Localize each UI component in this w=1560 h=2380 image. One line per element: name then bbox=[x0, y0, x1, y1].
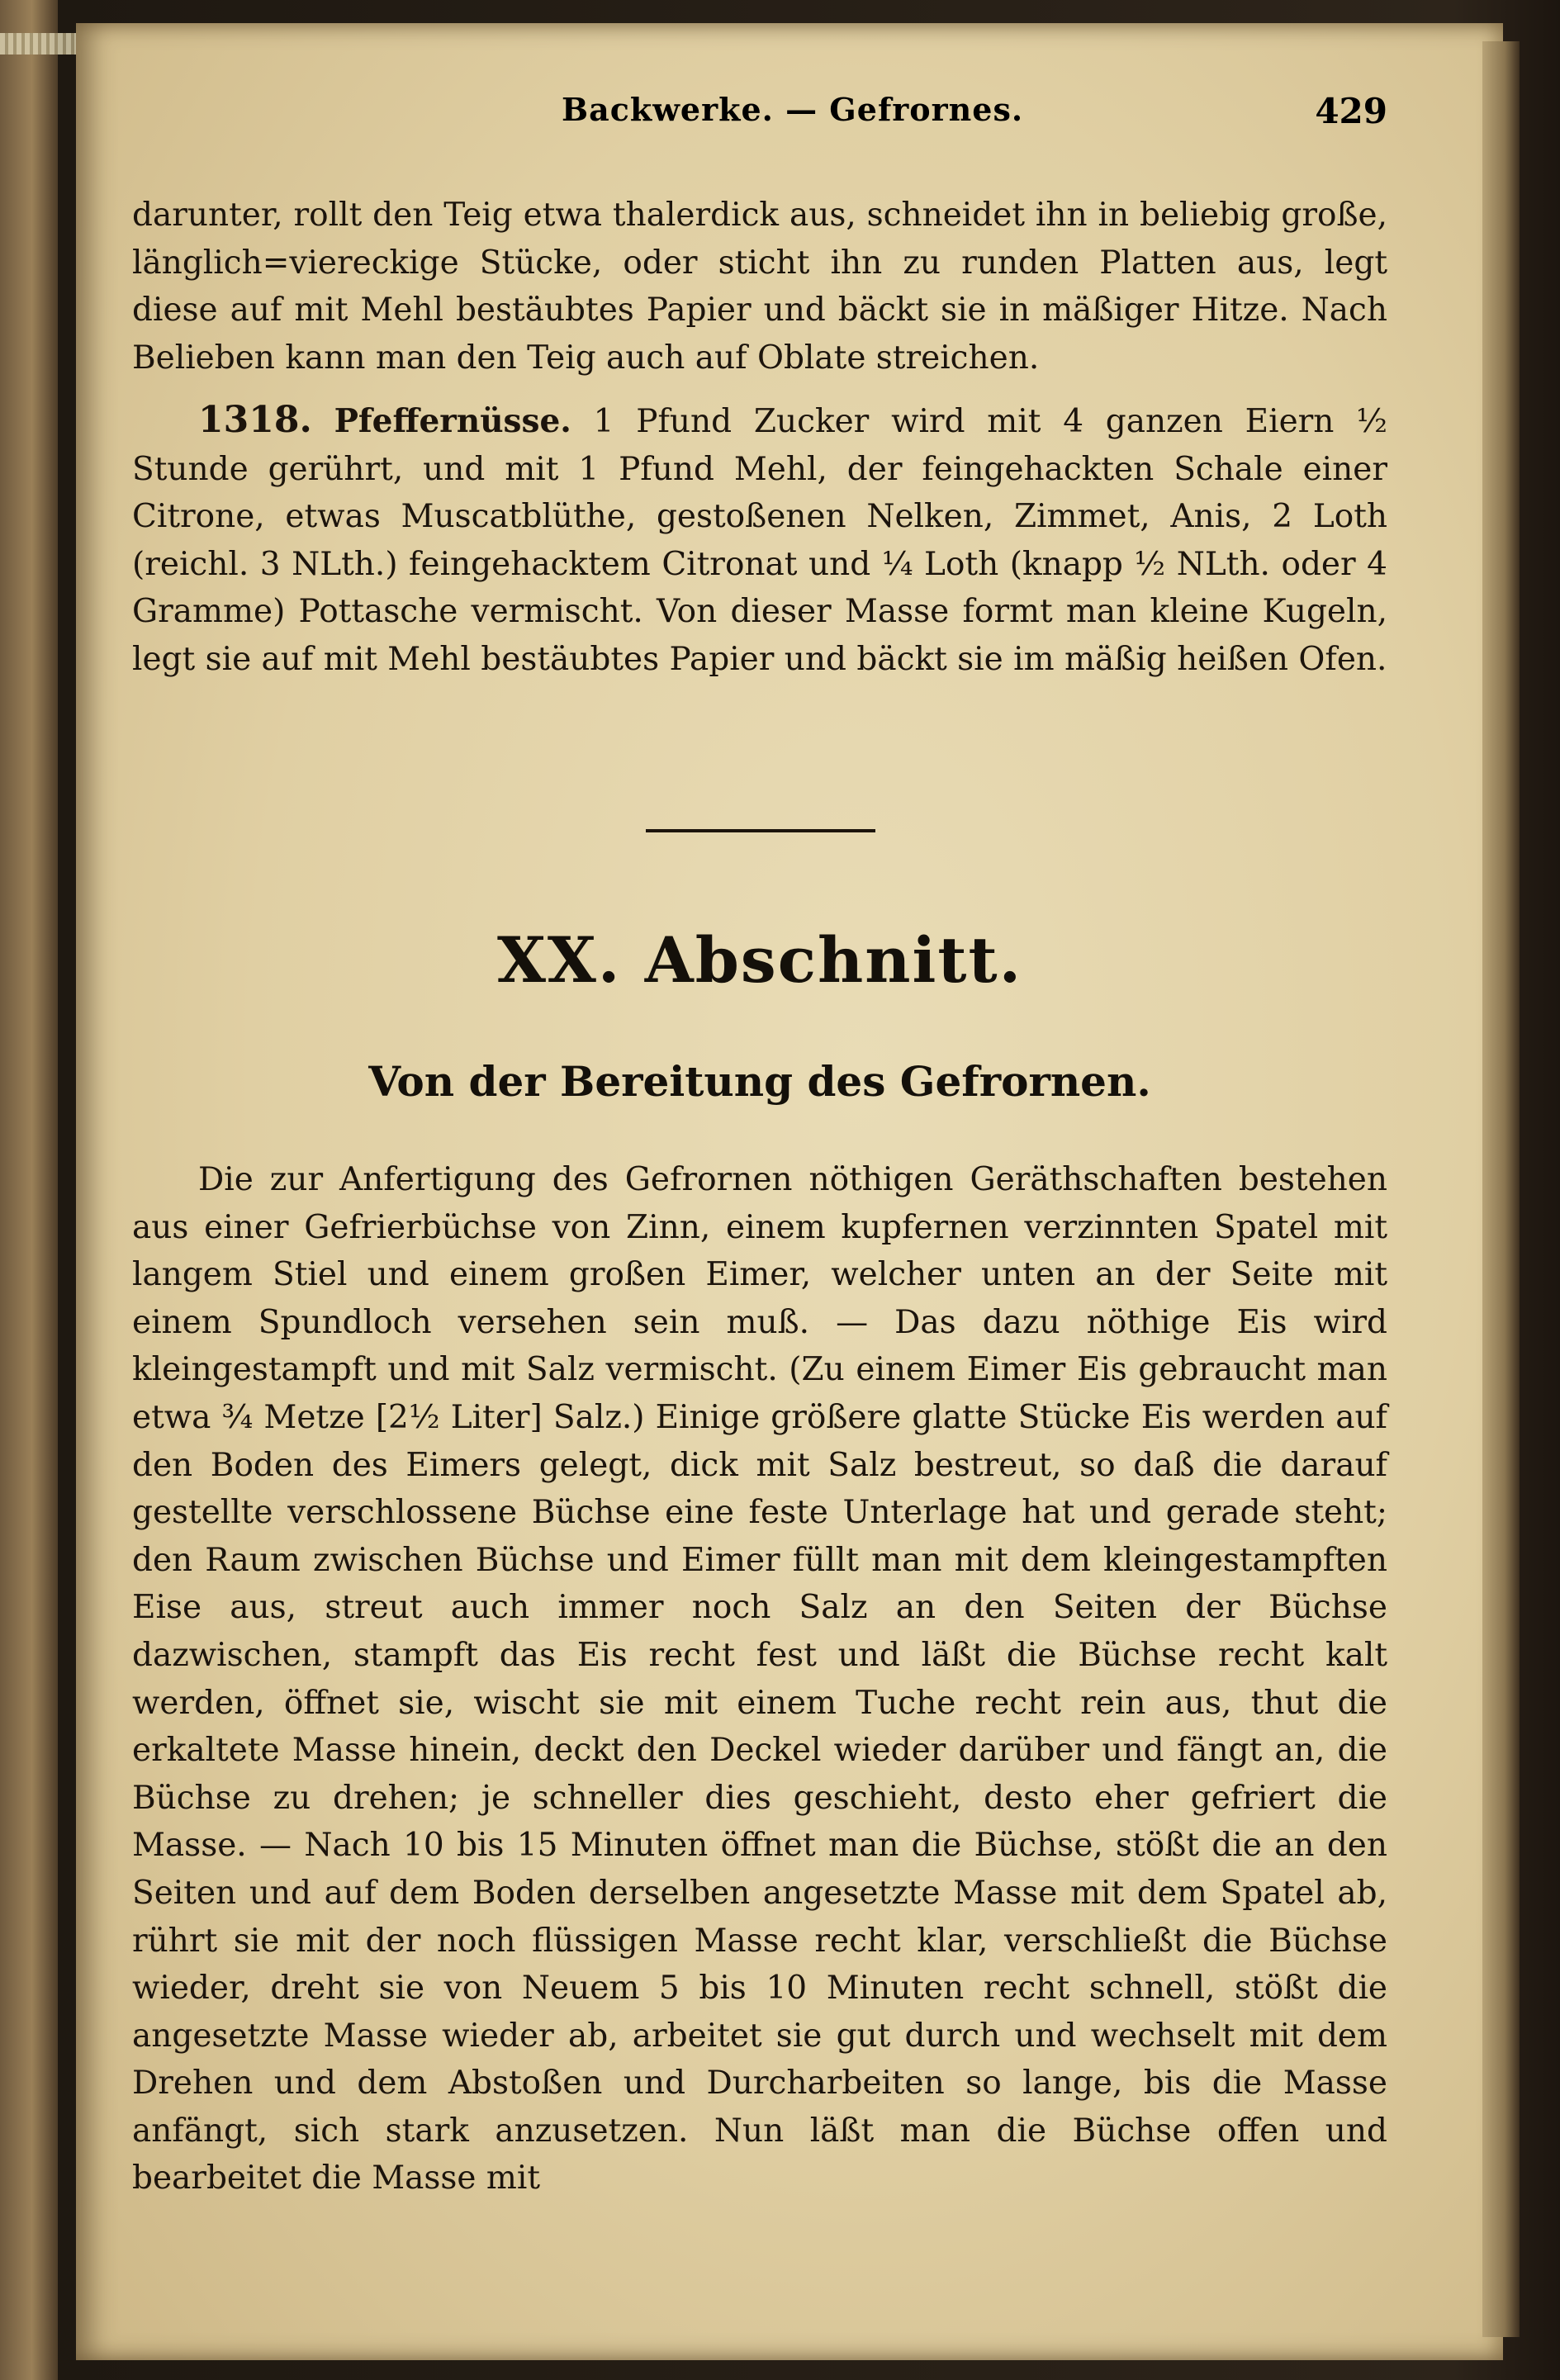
page-number: 429 bbox=[1315, 91, 1387, 131]
recipe-number: 1318. bbox=[198, 399, 312, 441]
paragraph-continuation: darunter, rollt den Teig etwa thalerdick aus, schneidet ihn in beliebig große, länglich=viereckige Stücke, oder sticht ihn zu runden Platten aus, legt diese auf mit Mehl bestäubtes Papier und bäckt sie in mäßiger Hitze. Nach Belieben kann man den Teig auch auf Oblate streichen. bbox=[132, 197, 1387, 377]
recipe-text: 1 Pfund Zucker wird mit 4 ganzen Eiern ½ Stunde gerührt, und mit 1 Pfund Mehl, der feingehackten Schale einer Citrone, etwas Muscatblüthe, gestoßenen Nelken, Zimmet, Anis, 2 Loth (reichl. 3 NLth.) feingehacktem Citronat und ¼ Loth (knapp ½ NLth. oder 4 Gramme) Pottasche vermischt. Von dieser Masse formt man kleine Kugeln, legt sie auf mit Mehl bestäubtes Papier und bäckt sie im mäßig heißen Ofen. bbox=[132, 403, 1387, 678]
running-head-title: Backwerke. — Gefrornes. bbox=[562, 91, 1024, 128]
running-head bbox=[132, 91, 1387, 140]
recipe-paragraph bbox=[132, 396, 1387, 684]
page-stack-edge bbox=[1482, 41, 1520, 2337]
section-heading: XX. Abschnitt. bbox=[496, 923, 1023, 997]
left-page-edge bbox=[0, 0, 58, 2380]
section-subtitle: Von der Bereitung des Gefrornen. bbox=[368, 1057, 1151, 1106]
recipe-title: Pfeffernüsse. bbox=[334, 402, 571, 440]
section-body-paragraph: Die zur Anfertigung des Gefrornen nöthigen Geräthschaften bestehen aus einer Gefrierbüchse von Zinn, einem kupfernen verzinnten Spatel mit langem Stiel und einem großen Eimer, welcher unten an der Seite mit einem Spundloch versehen sein muß. — Das dazu nöthige Eis wird kleingestampft und mit Salz vermischt. (Zu einem Eimer Eis gebraucht man etwa ¾ Metze [2½ Liter] Salz.) Einige größere glatte Stücke Eis werden auf den Boden des Eimers gelegt, dick mit Salz bestreut, so daß die darauf gestellte verschlossene Büchse eine feste Unterlage hat und gerade steht; den Raum zwischen Büchse und Eimer füllt man mit dem kleingestampften Eise aus, streut auch immer noch Salz an den Seiten der Büchse dazwischen, stampft das Eis recht fest und läßt die Büchse recht kalt werden, öffnet sie, wischt sie mit einem Tuche recht rein aus, thut die erkaltete Masse hinein, deckt den Deckel wieder darüber und fängt an, die Büchse zu drehen; je schneller dies geschieht, desto eher gefriert die Masse. — Nach 10 bis 15 Minuten öffnet man die Büchse, stößt die an den Seiten und auf dem Boden derselben angesetzte Masse mit dem Spatel ab, rührt sie mit der noch flüssigen Masse recht klar, verschließt die Büchse wieder, dreht sie von Neuem 5 bis 10 Minuten recht schnell, stößt die angesetzte Masse wieder ab, arbeitet sie gut durch und wechselt mit dem Drehen und dem Abstoßen und Durcharbeiten so lange, bis die Masse anfängt, sich stark anzusetzen. Nun läßt man die Büchse offen und bearbeitet die Masse mit bbox=[132, 1161, 1387, 2197]
section-divider bbox=[646, 829, 875, 832]
